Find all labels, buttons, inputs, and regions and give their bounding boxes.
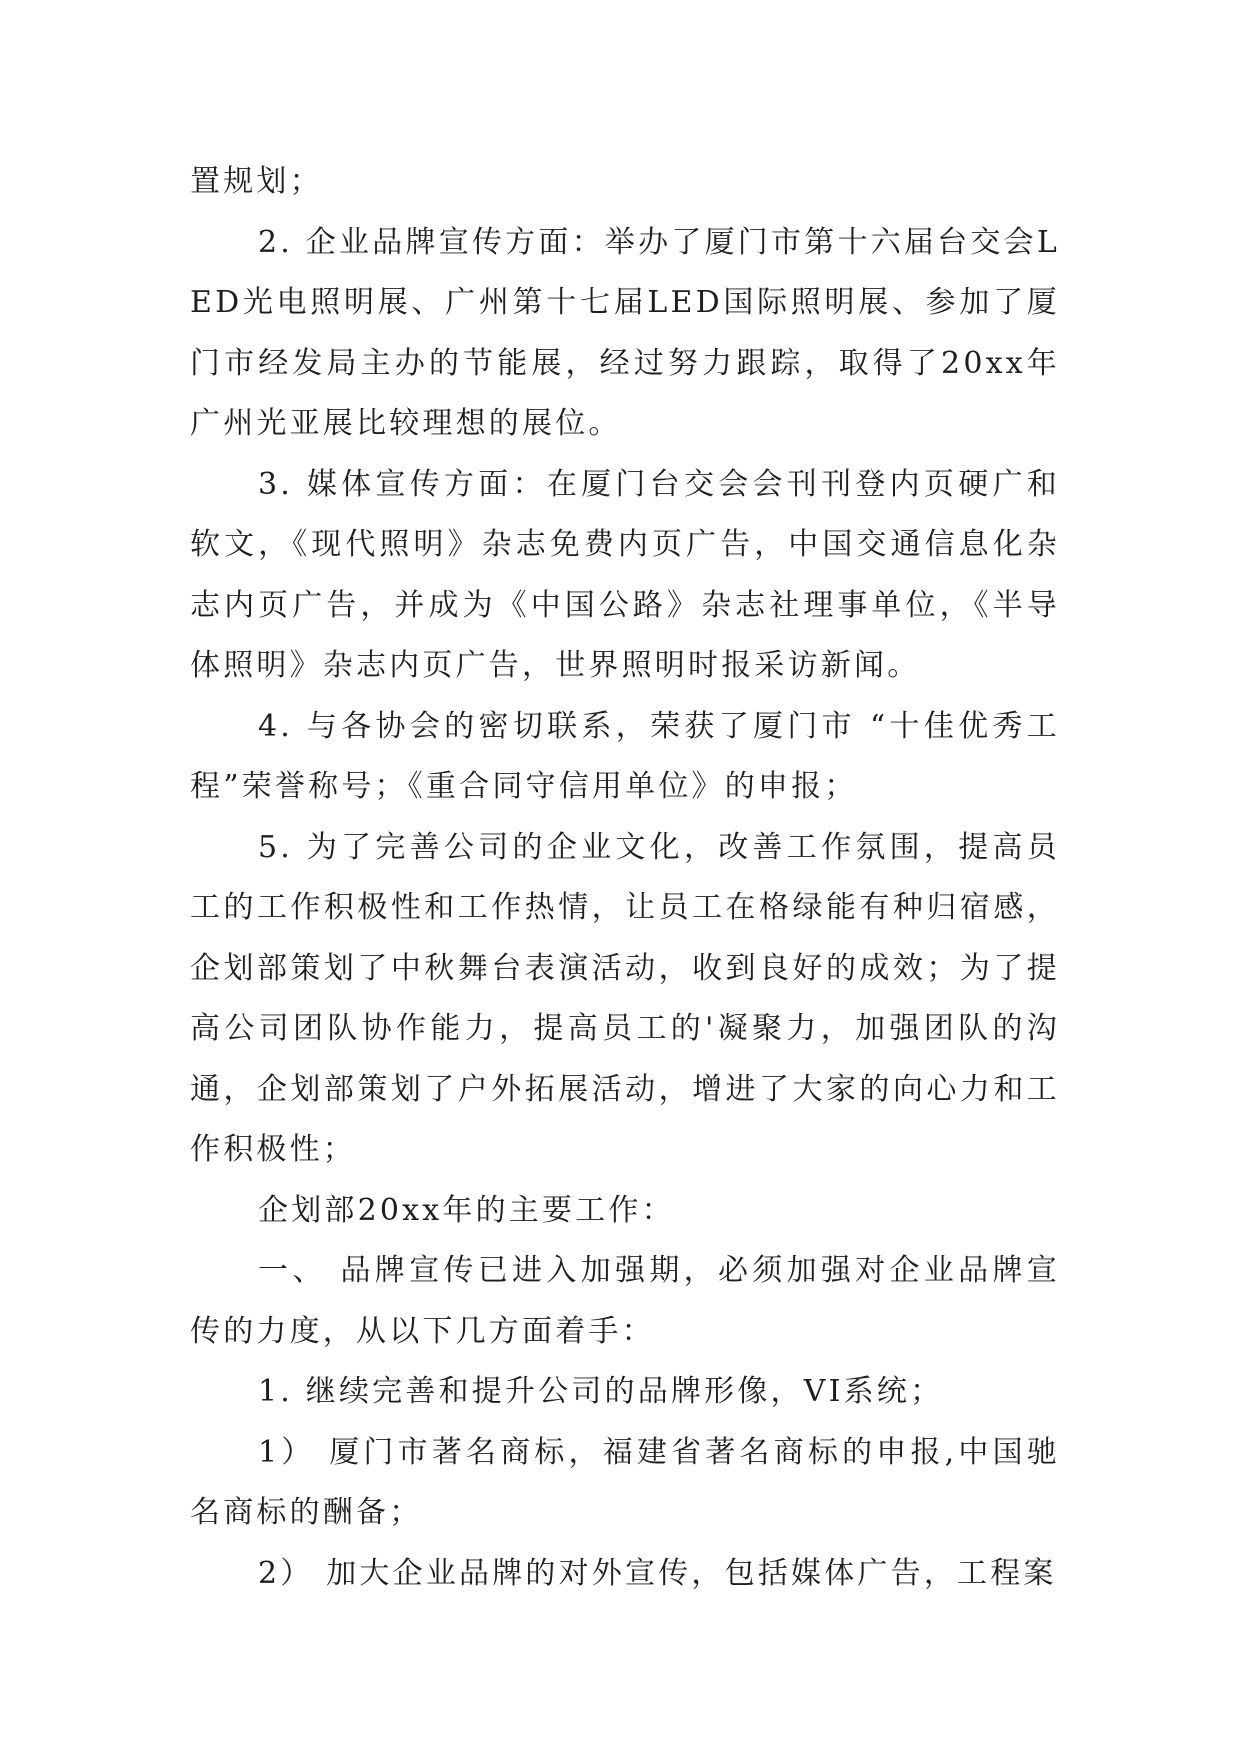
paragraph-item-2: 2. 企业品牌宣传方面：举办了厦门市第十六届台交会LED光电照明展、广州第十七届LED国际照明展、参加了厦门市经发局主办的节能展，经过努力跟踪，取得了20xx年广州光亚展比较理想的展位。 xyxy=(190,224,1060,441)
paragraph-item-3: 3. 媒体宣传方面：在厦门台交会会刊刊登内页硬广和软文，《现代照明》杂志免费内页广告，中国交通信息化杂志内页广告，并成为《中国公路》杂志社理事单位，《半导体照明》杂志内页广告，世界照明时报采访新闻。 xyxy=(190,466,1060,683)
paragraph-item-5: 5. 为了完善公司的企业文化，改善工作氛围，提高员工的工作积极性和工作热情，让员工在格绿能有种归宿感，企划部策划了中秋舞台表演活动，收到良好的成效；为了提高公司团队协作能力，提高员工的'凝聚力，加强团队的沟通，企划部策划了户外拓展活动，增进了大家的向心力和工作积极性； xyxy=(190,829,1060,1167)
section-heading: 企划部20xx年的主要工作： xyxy=(258,1192,675,1228)
paragraph-continuation: 置规划； xyxy=(190,164,323,199)
paragraph-subsubitem-1: 1） 厦门市著名商标，福建省著名商标的申报,中国驰名商标的酬备； xyxy=(190,1434,1060,1530)
paragraph-subitem-1: 1. 继续完善和提升公司的品牌形像，VI系统； xyxy=(258,1374,944,1409)
paragraph-item-4: 4. 与各协会的密切联系，荣获了厦门市 “十佳优秀工程”荣誉称号；《重合同守信用单位》的申报； xyxy=(190,708,1060,804)
paragraph-subsubitem-2: 2） 加大企业品牌的对外宣传，包括媒体广告，工程案 xyxy=(258,1555,1057,1591)
document-body xyxy=(190,152,1060,1604)
paragraph-section-1: 一、 品牌宣传已进入加强期，必须加强对企业品牌宣传的力度，从以下几方面着手： xyxy=(190,1253,1060,1349)
